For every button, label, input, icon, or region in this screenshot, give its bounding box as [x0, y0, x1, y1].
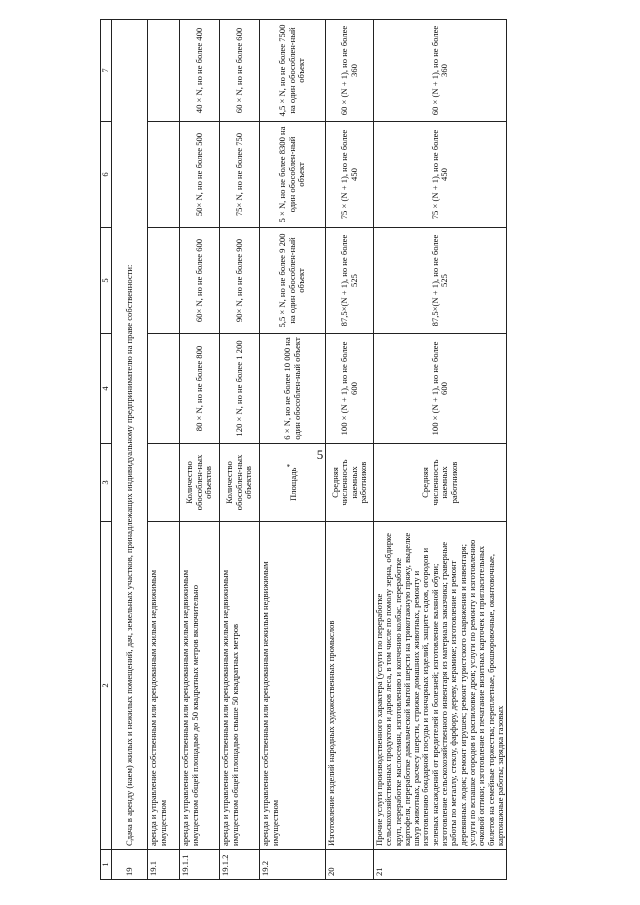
value-cell: [148, 122, 180, 228]
page-number: 5: [316, 447, 324, 462]
row-number: 19.1.2: [220, 850, 260, 880]
row-number: 20: [326, 850, 374, 880]
row-number: 19.2: [260, 850, 326, 880]
header-cell: 1: [101, 850, 112, 880]
value-cell: 80 × N, но не более 800: [180, 334, 220, 444]
value-cell: 75× N, но не более 750: [220, 122, 260, 228]
header-cell: 2: [101, 522, 112, 850]
value-cell: [148, 228, 180, 334]
row-description: аренда и управление собственным или арендованным жилым недвижимым имуществом общей площадью свыше 50 квадратных метров: [220, 522, 260, 850]
header-cell: 7: [101, 20, 112, 122]
unit-cell: Количество обособлен-ных объектов: [180, 444, 220, 522]
row-description: аренда и управление собственным или арендованным жилым недвижимым имуществом: [148, 522, 180, 850]
table-row-20: [326, 20, 374, 880]
unit-cell: Средняя численность наемных работников: [326, 444, 374, 522]
value-cell: 75 × (N + 1), но не более 450: [326, 122, 374, 228]
footnote-mark: *: [286, 463, 295, 468]
header-cell: 6: [101, 122, 112, 228]
header-cell: 5: [101, 228, 112, 334]
row-description: аренда и управление собственным или арендованным нежилым недвижимым имуществом: [260, 522, 326, 850]
unit-cell: Средняя численность наемных работников: [374, 444, 507, 522]
unit-label: Площадь: [288, 467, 299, 502]
row-number: 21: [374, 850, 507, 880]
unit-cell: Количество обособлен-ных объектов: [220, 444, 260, 522]
row-description: Изготовление изделий народных художественных промыслов: [326, 522, 374, 850]
value-cell: 87,5×(N + 1), но не более 525: [374, 228, 507, 334]
unit-cell: [260, 444, 326, 522]
table-row-19-1-2: [220, 20, 260, 880]
table-row-19-2: [260, 20, 326, 880]
value-cell: 60 × (N + 1), но не более 360: [374, 20, 507, 122]
rotated-table-wrapper: [100, 20, 620, 880]
value-cell: 100 × (N + 1), но не более 600: [374, 334, 507, 444]
value-cell: 6 × N, но не более 10 000 на один обособлен-ный объект: [260, 334, 326, 444]
row-description: Сдача в аренду (наем) жилых и нежилых помещений, дач, земельных участков, принадлежащих индивидуальному предпринимателю на праве собственности:: [112, 20, 148, 850]
value-cell: 5 × N, но не более 8300 на один обособлен-ный объект: [260, 122, 326, 228]
table-row-19-1: [148, 20, 180, 880]
value-cell: 50× N, но не более 500: [180, 122, 220, 228]
value-cell: 60 × N, но не более 600: [220, 20, 260, 122]
row-description: аренда и управление собственным или арендованным жилым недвижимым имуществом общей площадью до 50 квадратных метров включительно: [180, 522, 220, 850]
row-number: 19.1.1: [180, 850, 220, 880]
coefficients-table: [100, 19, 507, 880]
value-cell: 40 × N, но не более 400: [180, 20, 220, 122]
value-cell: 60 × (N + 1), но не более 360: [326, 20, 374, 122]
value-cell: [148, 20, 180, 122]
header-cell: 3: [101, 444, 112, 522]
value-cell: 75 × (N + 1), но не более 450: [374, 122, 507, 228]
value-cell: 120 × N, но не более 1 200: [220, 334, 260, 444]
row-number: 19: [112, 850, 148, 880]
value-cell: 5,5 × N, но не более 9 200 на один обособлен-ный объект: [260, 228, 326, 334]
value-cell: 87,5×(N + 1), но не более 525: [326, 228, 374, 334]
table-row-21: [374, 20, 507, 880]
value-cell: [148, 334, 180, 444]
header-row: [101, 20, 112, 880]
value-cell: 100 × (N + 1), но не более 600: [326, 334, 374, 444]
table-row-19-1-1: [180, 20, 220, 880]
row-number: 19.1: [148, 850, 180, 880]
table-row-19: [112, 20, 148, 880]
value-cell: 90× N, но не более 900: [220, 228, 260, 334]
value-cell: 4,5 × N, но не более 7500 на один обособлен-ный объект: [260, 20, 326, 122]
unit-cell: [148, 444, 180, 522]
value-cell: 60× N, но не более 600: [180, 228, 220, 334]
header-cell: 4: [101, 334, 112, 444]
row-description: Прочие услуги производственного характера (услуги по переработке сельскохозяйственных продуктов и даров леса, в том числе по помолу зерна, обдирке круп, переработке маслосемян, изготовлению и копчению колбас, переработке картофеля, переработке давальческой мытой шерсти на трикотажную пряжу, выделке шкур животных, расчесу шерсти, стрижке домашних животных, ремонту и изготовлению бондарной посуды и гончарных изделий, защите садов, огородов и зеленых насаждений от вредителей и болезней; изготовление валяной обуви; изготовление сельскохозяйственного инвентаря из материала заказчика; граверные работы по металлу, стеклу, фарфору, дереву, керамике; изготовление и ремонт деревянных лодок; ремонт игрушек; ремонт туристского снаряжения и инвентаря; услуги по вспашке огородов и распиловке дров; услуги по ремонту и изготовлению очковой оптики; изготовление и печатание визитных карточек и пригласительных билетов на семейные торжества; переплетные, брошюровочные, окантовочные, картонажные работы; зарядка газовых: [374, 522, 507, 850]
